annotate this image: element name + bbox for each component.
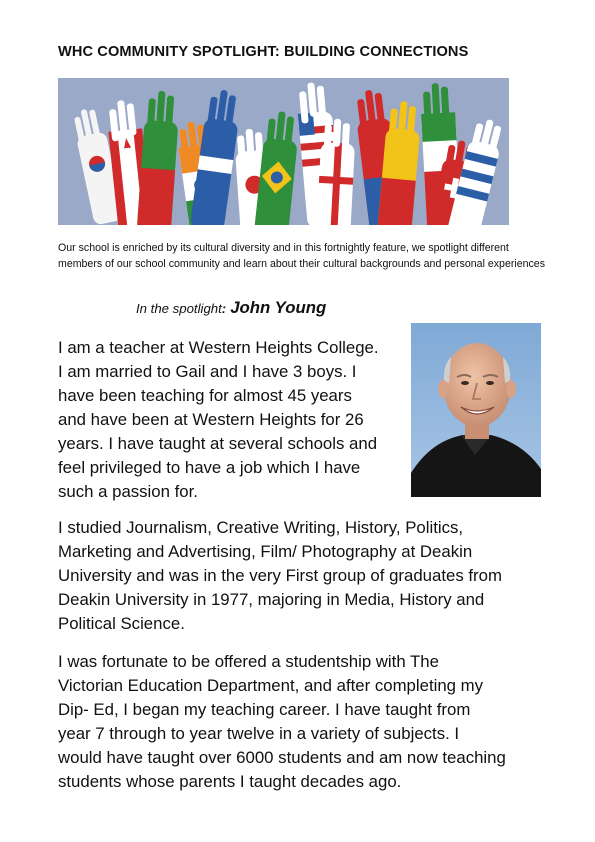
portrait-photo [411,323,541,497]
spotlight-name: John Young [230,298,327,317]
spotlight-heading [136,298,326,318]
page-title: WHC COMMUNITY SPOTLIGHT: BUILDING CONNECTIONS [58,44,469,60]
raised-hands-flags-image [58,78,509,225]
intro-text: Our school is enriched by its cultural diversity and in this fortnightly feature, we spotlight different members of our school community and learn about their cultural backgrounds and personal experiences [58,242,545,270]
body-paragraph-3: I was fortunate to be offered a studentship with The Victorian Education Department, and after completing my Dip- Ed, I began my teaching career. I have taught from year 7 through to year twelve in a variety of subjects. I would have taught over 6000 students and am now teaching students whose parents I taught decades ago. [58,652,506,791]
banner-image [58,78,509,225]
portrait-photo-icon [411,323,541,497]
body-paragraph-1: I am a teacher at Western Heights College. I am married to Gail and I have 3 boys. I have been teaching for almost 45 years and have been at Western Heights for 26 years. I have taught at several schools and feel privileged to have a job which I have such a passion for. [58,338,379,501]
spotlight-colon: : [221,301,227,316]
spotlight-lead: In the spotlight [136,301,222,316]
body-paragraph-2: I studied Journalism, Creative Writing, History, Politics, Marketing and Advertising, Film/ Photography at Deakin University and was in the very First group of graduates from Deakin University in 1977, majoring in Media, History and Political Science. [58,518,502,633]
